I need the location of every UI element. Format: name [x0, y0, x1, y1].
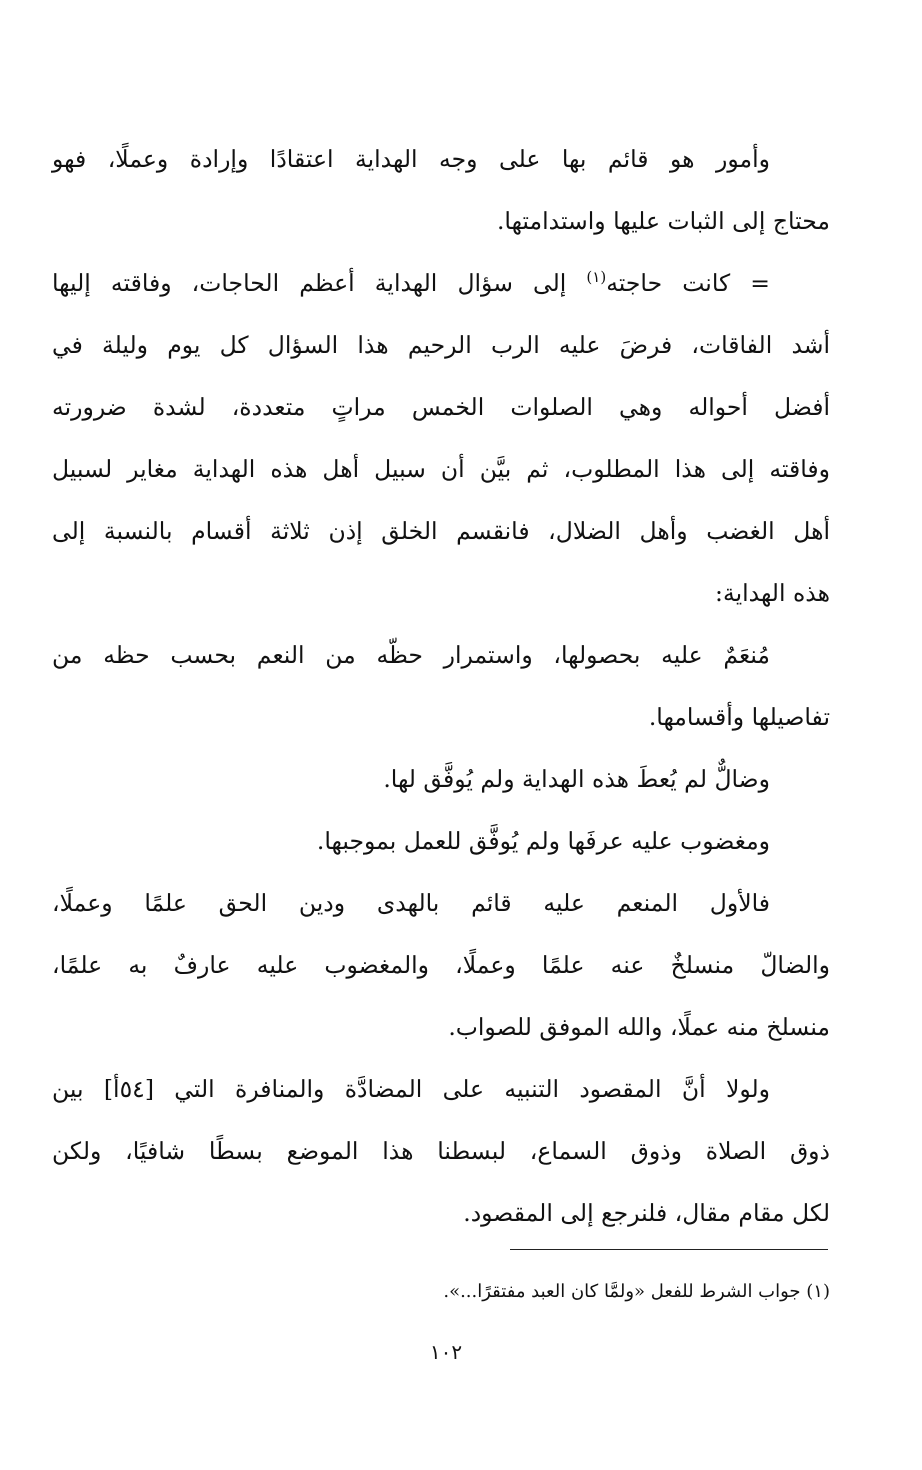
text-line: مُنعَمٌ عليه بحصولها، واستمرار حظّه من النعم بحسب حظه من: [52, 641, 770, 669]
text-line: أهل الغضب وأهل الضلال، فانقسم الخلق إذن ثلاثة أقسام بالنسبة إلى: [52, 517, 830, 545]
text-segment: إلى سؤال الهداية أعظم الحاجات، وفاقته إليها: [52, 269, 587, 297]
text-line: وفاقته إلى هذا المطلوب، ثم بيَّن أن سبيل أهل هذه الهداية مغاير لسبيل: [52, 455, 830, 483]
text-line: فالأول المنعم عليه قائم بالهدى ودين الحق علمًا وعملًا،: [52, 889, 770, 917]
text-line: وأمور هو قائم بها على وجه الهداية اعتقادًا وإرادة وعملًا، فهو: [52, 145, 770, 173]
main-text: [52, 128, 830, 1244]
text-line: لكل مقام مقال، فلنرجع إلى المقصود.: [463, 1199, 830, 1227]
text-line: هذه الهداية:: [715, 579, 830, 607]
footnote: (١) جواب الشرط للفعل «ولمَّا كان العبد مفتقرًا...».: [443, 1281, 830, 1302]
text-line: محتاج إلى الثبات عليها واستدامتها.: [496, 207, 830, 235]
text-segment: = كانت حاجته: [606, 269, 770, 297]
text-line: أشد الفاقات، فرضَ عليه الرب الرحيم هذا السؤال كل يوم وليلة في: [52, 331, 830, 359]
footnote-reference[interactable]: (١): [586, 268, 607, 286]
footnote-divider: [510, 1249, 828, 1250]
text-line: تفاصيلها وأقسامها.: [648, 703, 830, 731]
text-line: والضالّ منسلخٌ عنه علمًا وعملًا، والمغضوب عليه عارفٌ به علمًا،: [52, 951, 830, 979]
text-line: [52, 252, 830, 314]
text-line: أفضل أحواله وهي الصلوات الخمس مراتٍ متعددة، لشدة ضرورته: [52, 393, 830, 421]
page-number: ١٠٢: [429, 1340, 463, 1364]
text-line: وضالٌّ لم يُعطَ هذه الهداية ولم يُوفَّق لها.: [383, 765, 770, 793]
text-line: منسلخ منه عملًا، والله الموفق للصواب.: [448, 1013, 830, 1041]
text-line: ومغضوب عليه عرفَها ولم يُوفَّق للعمل بموجبها.: [316, 827, 770, 855]
text-line: ولولا أنَّ المقصود التنبيه على المضادَّة والمنافرة التي [٥٤أ] بين: [52, 1075, 770, 1103]
text-line: ذوق الصلاة وذوق السماع، لبسطنا هذا الموضع بسطًا شافيًا، ولكن: [52, 1137, 830, 1165]
